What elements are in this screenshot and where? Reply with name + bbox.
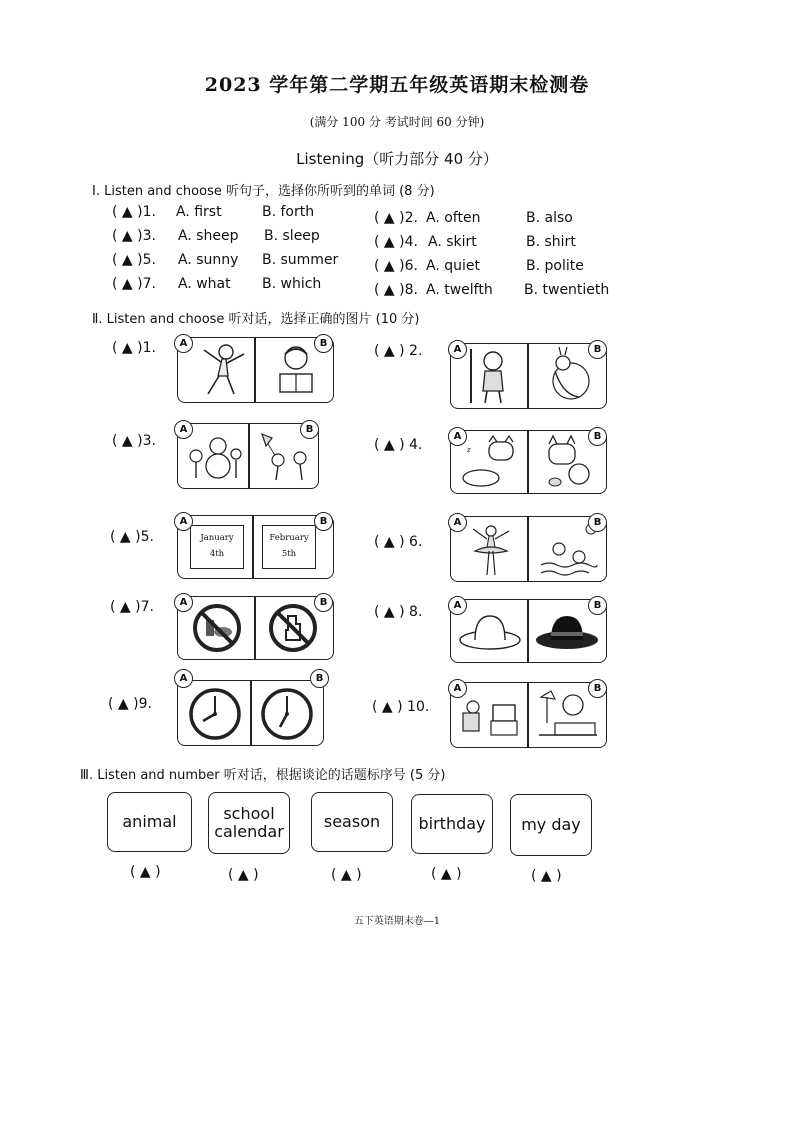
s1-q4-num: ( ▲ )4. [374,234,418,250]
badge-b: B [588,596,607,615]
s1-q6 [374,258,584,274]
picture-divider [254,597,256,659]
s1-q7-b: B. which [262,276,322,292]
s2-q9-num: ( ▲ )9. [108,696,152,712]
picture-divider [527,517,529,581]
s2-q8-pictures [450,599,607,663]
page-title: 2023 学年第二学期五年级英语期末检测卷 [204,74,590,96]
s1-q6-num: ( ▲ )6. [374,258,418,274]
topic-answer-1: ( ▲ ) [130,864,161,880]
topic-answer-4: ( ▲ ) [431,866,462,882]
topic-season: season [311,792,393,852]
ballet-dancer-picture [465,521,517,579]
badge-a: A [174,420,193,439]
page-footer: 五下英语期末卷—1 [353,916,441,927]
badge-a: A [448,340,467,359]
s2-q9-pictures [177,680,324,746]
s2-q7-pictures [177,596,334,660]
s2-q2-num: ( ▲ ) 2. [374,343,423,359]
section3-heading: Ⅲ. Listen and number 听对话，根据谈论的话题标序号 (5 分) [80,768,446,783]
s2-q3-pictures [177,423,319,489]
s1-q8-a: A. twelfth [426,282,493,298]
s2-q1-num: ( ▲ )1. [112,340,156,356]
calendar-b-month: February [269,533,309,543]
s1-q4-b: B. shirt [526,234,576,250]
badge-b: B [588,427,607,446]
badge-b: B [314,512,333,531]
s1-q7 [112,276,322,292]
topic-answer-2: ( ▲ ) [228,867,259,883]
calendar-a-month: January [200,533,234,543]
s1-q3-a: A. sheep [178,228,239,244]
monkey-king-picture [463,347,519,405]
s1-q8-num: ( ▲ )8. [374,282,418,298]
s1-q1-num: ( ▲ )1. [112,204,156,220]
s2-q4-pictures [450,430,607,494]
watching-tv-picture [457,687,523,743]
calendar-b-day: 5th [281,549,297,559]
s2-q6-num: ( ▲ ) 6. [374,534,423,550]
s1-q8 [374,282,610,298]
calendar-february [262,525,316,569]
s1-q2 [374,210,573,226]
s1-q8-b: B. twentieth [524,282,610,298]
no-touching-icon [266,602,320,654]
s1-q6-b: B. polite [526,258,584,274]
s1-q7-a: A. what [178,276,231,292]
picture-divider [252,516,254,578]
calendar-january [190,525,244,569]
badge-b: B [588,340,607,359]
s1-q5-b: B. summer [262,252,339,268]
picture-divider [254,338,256,402]
s1-q2-a: A. often [426,210,481,226]
badge-a: A [448,427,467,446]
badge-b: B [310,669,329,688]
topic-my-day: my day [510,794,592,856]
picture-divider [248,424,250,488]
s2-q8-num: ( ▲ ) 8. [374,604,423,620]
badge-a: A [174,334,193,353]
s1-q7-num: ( ▲ )7. [112,276,156,292]
clock-eight-picture [188,687,242,741]
topic-school-calendar: school calendar [208,792,290,854]
topic-animal: animal [107,792,192,852]
s2-q3-num: ( ▲ )3. [112,433,156,449]
badge-b: B [300,420,319,439]
topic-birthday: birthday [411,794,493,854]
s2-q10-num: ( ▲ ) 10. [372,699,430,715]
picture-divider [527,344,529,408]
s1-q5-num: ( ▲ )5. [112,252,156,268]
picture-divider [527,600,529,662]
badge-b: B [314,334,333,353]
swimmers-picture [537,521,599,579]
picture-divider [527,683,529,747]
s1-q2-b: B. also [526,210,573,226]
listening-title: Listening（听力部分 40 分） [296,150,498,168]
picture-divider [527,431,529,493]
clock-seven-picture [260,687,314,741]
reading-boy-picture [268,342,324,398]
topic-answer-3: ( ▲ ) [331,867,362,883]
s2-q5-num: ( ▲ )5. [110,529,154,545]
s2-q1-pictures [177,337,334,403]
s1-q4-a: A. skirt [428,234,477,250]
badge-b: B [588,513,607,532]
s2-q6-pictures [450,516,607,582]
badge-b: B [588,679,607,698]
calendar-a-day: 4th [209,549,225,559]
badge-b: B [314,593,333,612]
topic-answer-5: ( ▲ ) [531,868,562,884]
s2-q2-pictures [450,343,607,409]
s1-q4 [374,234,576,250]
badge-a: A [174,593,193,612]
sleeping-cats-picture [459,434,523,490]
badge-a: A [174,669,193,688]
moon-goddess-picture [537,347,597,405]
section2-heading: Ⅱ. Listen and choose 听对话，选择正确的图片 (10 分) [92,312,420,327]
section1-heading: Ⅰ. Listen and choose 听句子，选择你所听到的单词 (8 分) [92,184,435,199]
badge-a: A [448,679,467,698]
s2-q10-pictures [450,682,607,748]
badge-a: A [448,596,467,615]
badge-a: A [174,512,193,531]
s1-q5-a: A. sunny [178,252,239,268]
s2-q7-num: ( ▲ )7. [110,599,154,615]
white-hat-picture [457,610,523,654]
s1-q2-num: ( ▲ )2. [374,210,418,226]
snowman-kids-picture [184,430,244,484]
exam-info: (满分 100 分 考试时间 60 分钟) [309,115,485,129]
s1-q3-b: B. sleep [264,228,320,244]
s1-q6-a: A. quiet [426,258,480,274]
s1-q1-b: B. forth [262,204,315,220]
s2-q5-pictures [177,515,334,579]
s1-q1-a: A. first [176,204,222,220]
s2-q4-num: ( ▲ ) 4. [374,437,423,453]
s1-q3 [112,228,320,244]
black-hat-picture [533,610,601,654]
no-eating-icon [190,602,244,654]
svg-text:z: z [467,446,471,454]
s1-q5 [112,252,339,268]
badge-a: A [448,513,467,532]
exercising-kid-picture [194,342,250,398]
s1-q3-num: ( ▲ )3. [112,228,156,244]
s1-q1 [112,204,315,220]
picture-divider [250,681,252,745]
